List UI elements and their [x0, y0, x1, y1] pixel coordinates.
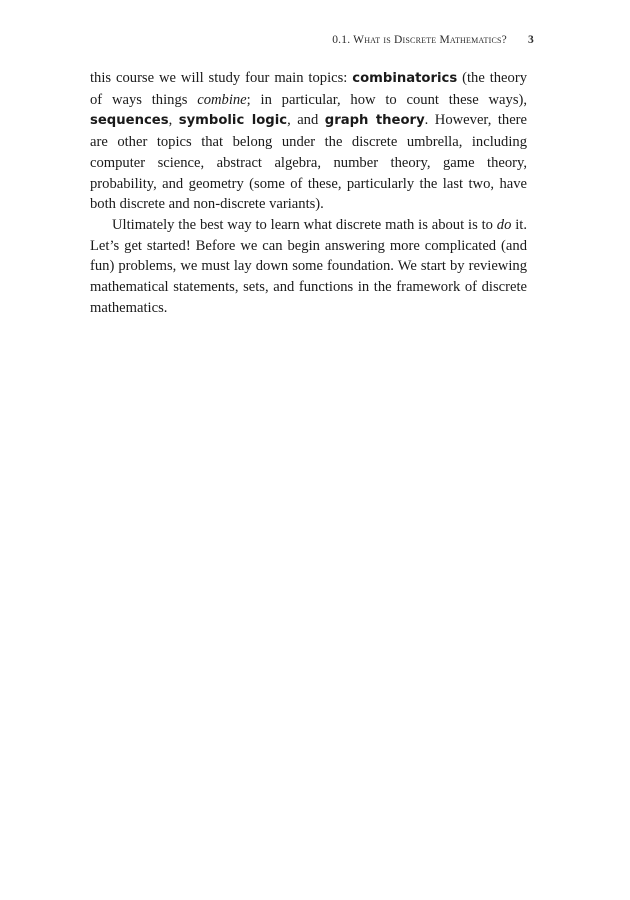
term-sequences: sequences: [90, 113, 169, 129]
text-segment: . However, there are other topics that belong under the discrete umbrella, including computer science, abstract algebra, number theory, game theory, probability, and geometry (some of these, particularly the last two, have both discrete and non-discrete variants).: [90, 112, 528, 213]
term-combinatorics: combinatorics: [352, 71, 458, 86]
text-segment: this course we will study four main topics:: [90, 70, 353, 86]
running-header: [332, 34, 534, 46]
term-graph-theory: graph theory: [324, 113, 425, 129]
term-symbolic-logic: symbolic logic: [178, 113, 288, 129]
paragraph-topics: [90, 68, 527, 215]
emphasis-do: do: [496, 216, 512, 233]
section-title: 0.1. What is Discrete Mathematics?: [332, 34, 507, 46]
page-number: 3: [528, 34, 534, 46]
paragraph-get-started: [90, 215, 527, 319]
body-text: [90, 68, 527, 318]
emphasis-combine: combine: [197, 91, 247, 108]
text-segment: (the theory of ways things: [90, 70, 527, 108]
text-segment: Ultimately the best way to learn what discrete math is about is to: [112, 216, 497, 233]
text-segment: ,: [168, 112, 179, 129]
text-segment: it. Let’s get started! Before we can begin answering more complicated (and fun) problems, we must lay down some foundation. We start by reviewing mathematical statements, sets, and functions in the framework of discrete mathematics.: [90, 216, 527, 316]
text-segment: , and: [287, 112, 325, 129]
text-segment: ; in particular, how to count these ways),: [246, 91, 528, 108]
